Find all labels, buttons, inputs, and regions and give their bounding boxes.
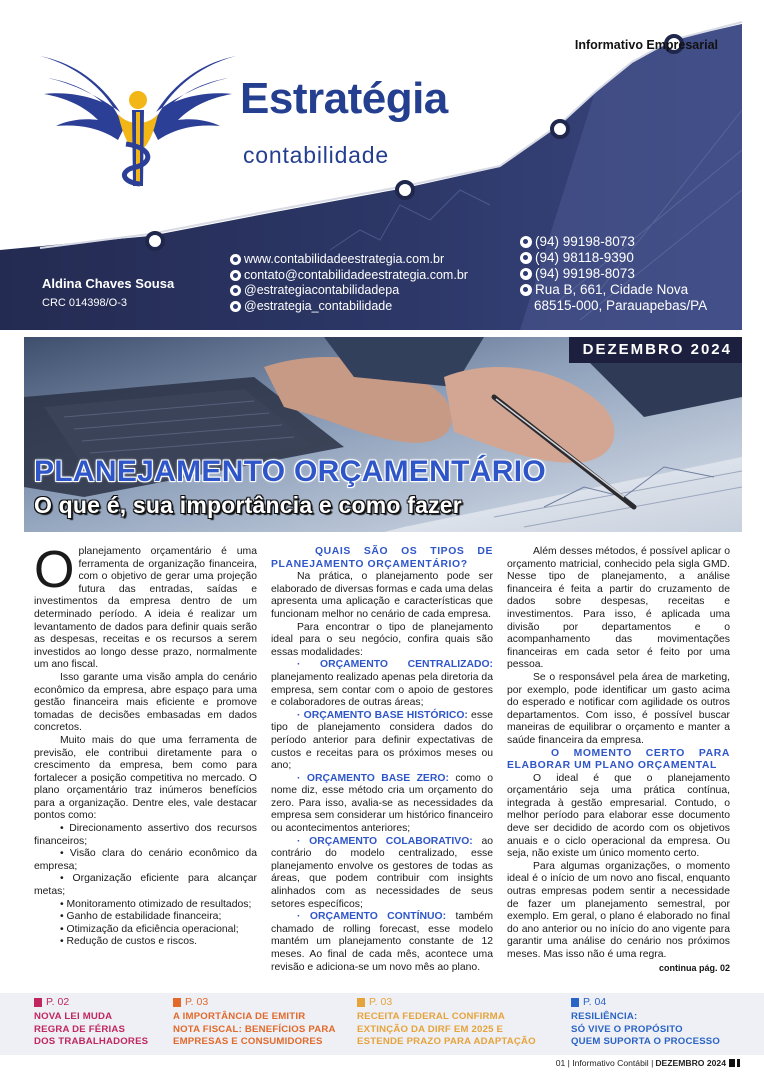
page-marker-icon [357, 998, 365, 1007]
footer-bar-icon [729, 1059, 735, 1067]
continue-link[interactable]: continua pág. 02 [658, 962, 730, 973]
paragraph: Muito mais do que uma ferramenta de previsão, ele contribui diretamente para o crescimento da empresa, bem como para fortalecer a posição competitiva no mercado. O plano orçamentário traz inúmeros benefícios para a organização. Dentre eles, vale destacar pontos como: [34, 734, 257, 822]
budget-type-item: · ORÇAMENTO BASE HISTÓRICO: esse tipo de planejamento considera dados do período anterior para definir expectativas de custos e receitas para os próximos meses ou ano; [271, 709, 493, 772]
website-link[interactable]: www.contabilidadeestrategia.com.br [244, 252, 445, 266]
whatsapp-row-2[interactable] [520, 266, 707, 282]
phone-icon [520, 236, 532, 248]
estrategia-logo [40, 48, 236, 198]
phone-number[interactable]: (94) 99198-8073 [535, 234, 635, 249]
budget-type-item: · ORÇAMENTO CENTRALIZADO: planejamento realizado apenas pela diretoria da empresa, sem contar com o apoio de gestores e colaboradores de outras áreas; [271, 659, 493, 709]
brand-subtitle: contabilidade [243, 142, 389, 168]
footer-bar-icon [737, 1059, 740, 1067]
issue-date: DEZEMBRO 2024 [569, 337, 742, 363]
teaser-page: P. 03 [185, 996, 209, 1008]
footer-month: DEZEMBRO 2024 [655, 1058, 726, 1068]
article-column-2 [271, 546, 493, 974]
benefit-item: • Monitoramento otimizado de resultados; [60, 898, 252, 910]
teaser-page: P. 04 [583, 996, 607, 1008]
address-line-1: Rua B, 661, Cidade Nova [535, 282, 689, 297]
drop-cap: O [34, 541, 75, 599]
facebook-icon [230, 285, 241, 296]
whatsapp-icon [520, 268, 532, 280]
paragraph: Além desses métodos, é possível aplicar o orçamento matricial, conhecido pela sigla GMD. Nesse tipo de planejamento, a análise financeira é feita a partir do cruzamento de dados sobre despesas, receitas e investimentos. Para isso, é aplicada uma divisão por departamentos e o acompanhamento das movimentações financeiras em cada setor é feito por uma pessoa. [507, 546, 730, 671]
paragraph: Para algumas organizações, o momento ideal é o início de um novo ano fiscal, enquanto outras empresas podem sentir a necessidade de fazer um planejamento semestral, por exemplo. Em geral, o plano é elaborado no final do ano anterior ou no início do ano vigente para garantir uma análise do cenário nos próximos meses. Mas isso não é uma regra. [507, 860, 730, 960]
web-contacts [230, 252, 468, 314]
phone-row[interactable] [520, 234, 707, 250]
masthead [0, 0, 764, 330]
teaser-title: A IMPORTÂNCIA DE EMITIR NOTA FISCAL: BENEFÍCIOS PARA EMPRESAS E CONSUMIDORES [173, 1011, 336, 1047]
address-line-2: 68515-000, Parauapebas/PA [534, 298, 708, 313]
address-row-2 [520, 298, 707, 314]
page-marker-icon [34, 998, 42, 1007]
teaser-page: P. 03 [369, 996, 393, 1008]
whatsapp-row-1[interactable] [520, 250, 707, 266]
instagram-icon [230, 301, 241, 312]
newsletter-label: Informativo Empresarial [574, 38, 718, 52]
author-crc: CRC 014398/O-3 [42, 297, 127, 309]
teaser-page: P. 02 [46, 996, 70, 1008]
facebook-row[interactable] [230, 283, 468, 299]
budget-type-item: · ORÇAMENTO BASE ZERO: como o nome diz, esse método cria um orçamento do zero. Para isso, avalia-se as necessidades da empresa sem considerar um histórico financeiro ou acontecimentos anteriores; [271, 772, 493, 835]
teaser-title: NOVA LEI MUDA REGRA DE FÉRIAS DOS TRABALHADORES [34, 1011, 149, 1047]
benefit-item: • Organização eficiente para alcançar metas; [34, 873, 257, 898]
teaser-item[interactable] [173, 993, 353, 1049]
section-heading: O MOMENTO CERTO PARA ELABORAR UM PLANO ORÇAMENTAL [507, 747, 730, 772]
paragraph: Na prática, o planejamento pode ser elaborado de diversas formas e cada uma delas apresenta uma aplicação e características que funcionam melhor no cenário de cada empresa. [271, 571, 493, 620]
inside-teasers [0, 993, 764, 1055]
teaser-item[interactable] [571, 993, 751, 1049]
benefit-item: • Otimização da eficiência operacional; [60, 923, 239, 935]
teaser-title: RESILIÊNCIA: SÓ VIVE O PROPÓSITO QUEM SUPORTA O PROCESSO [571, 1011, 721, 1047]
facebook-handle[interactable]: @estrategiacontabilidadepa [244, 283, 400, 297]
benefit-item: • Ganho de estabilidade financeira; [60, 911, 222, 923]
author-block [42, 276, 174, 309]
page-info: 01 | Informativo Contábil | [555, 1058, 654, 1068]
whatsapp-number-2[interactable]: (94) 99198-8073 [535, 266, 635, 281]
benefit-item: • Visão clara do cenário econômico da empresa; [34, 848, 257, 872]
paragraph: Isso garante uma visão ampla do cenário econômico da empresa, abre espaço para uma gestão financeira mais eficiente e promove tomadas de decisões embasadas em dados concretos. [34, 671, 257, 734]
section-heading: QUAIS SÃO OS TIPOS DE PLANEJAMENTO ORÇAMENTÁRIO? [271, 546, 493, 570]
budget-type-item: · ORÇAMENTO COLABORATIVO: ao contrário do modelo centralizado, esse planejamento envolve os gestores de todas as áreas, que podem contribuir com insights alinhados com as necessidades de seus setores específicos; [271, 835, 494, 910]
author-name: Aldina Chaves Sousa [42, 276, 175, 291]
phone-address [520, 234, 707, 314]
article-column-3 [507, 546, 730, 974]
paragraph: Para encontrar o tipo de planejamento ideal para o seu negócio, confira quais são essas modalidades: [271, 621, 493, 658]
email-link[interactable]: contato@contabilidadeestrategia.com.br [244, 267, 468, 282]
address-row [520, 282, 707, 298]
email-icon [230, 270, 241, 281]
globe-icon [230, 254, 241, 265]
page-marker-icon [571, 998, 579, 1007]
location-pin-icon [520, 284, 532, 296]
brand-name: Estratégia [240, 74, 448, 123]
page-marker-icon [173, 998, 181, 1007]
teaser-item[interactable] [357, 993, 537, 1049]
main-headline: PLANEJAMENTO ORÇAMENTÁRIO [34, 455, 546, 488]
teaser-title: RECEITA FEDERAL CONFIRMA EXTINÇÃO DA DIRF EM 2025 E ESTENDE PRAZO PARA ADAPTAÇÃO [357, 1011, 536, 1047]
budget-type-item: · ORÇAMENTO CONTÍNUO: também chamado de rolling forecast, esse modelo mantém um planejamento constante de 12 meses. Ao final de cada mês, acontece uma revisão e adiciona-se um novo mês ao plano. [271, 911, 493, 973]
whatsapp-icon [520, 252, 532, 264]
intro-paragraph: Oplanejamento orçamentário é uma ferramenta de organização financeira, com o objetivo de gerar uma projeção futura das entradas, saídas e investimentos da empresa dentro de um determinado período. A ideia é realizar um levantamento de dados para definir quais serão as despesas, receitas e os recursos a serem investidos ao longo desse prazo, normalmente um ano fiscal. [34, 541, 257, 671]
website-row[interactable] [230, 252, 468, 268]
whatsapp-number-1[interactable]: (94) 98118-9390 [535, 250, 634, 265]
instagram-row[interactable] [230, 299, 468, 315]
paragraph: Se o responsável pela área de marketing, por exemplo, pode identificar um gasto acima do esperado e notificar com agilidade os outros departamentos. Com isso, é possível buscar maneiras de equilibrar o orçamento e manter a saúde financeira da empresa. [507, 671, 730, 746]
email-row[interactable] [230, 268, 468, 284]
paragraph: O ideal é que o planejamento orçamentário seja uma prática contínua, integrada à gestão empresarial. Contudo, o melhor período para elaborar esse documento deve ser decidido de acordo com os objetivos anuais e o ciclo operacional da empresa. Ou seja, não existe um único momento certo. [507, 772, 730, 860]
page-footer [556, 1058, 740, 1068]
article-column-1 [34, 541, 257, 949]
benefit-item: • Direcionamento assertivo dos recursos financeiros; [34, 823, 257, 847]
benefit-item: • Redução de custos e riscos. [60, 936, 198, 948]
instagram-handle[interactable]: @estrategia_contabilidade [244, 298, 393, 313]
main-subheadline: O que é, sua importância e como fazer [34, 492, 462, 518]
